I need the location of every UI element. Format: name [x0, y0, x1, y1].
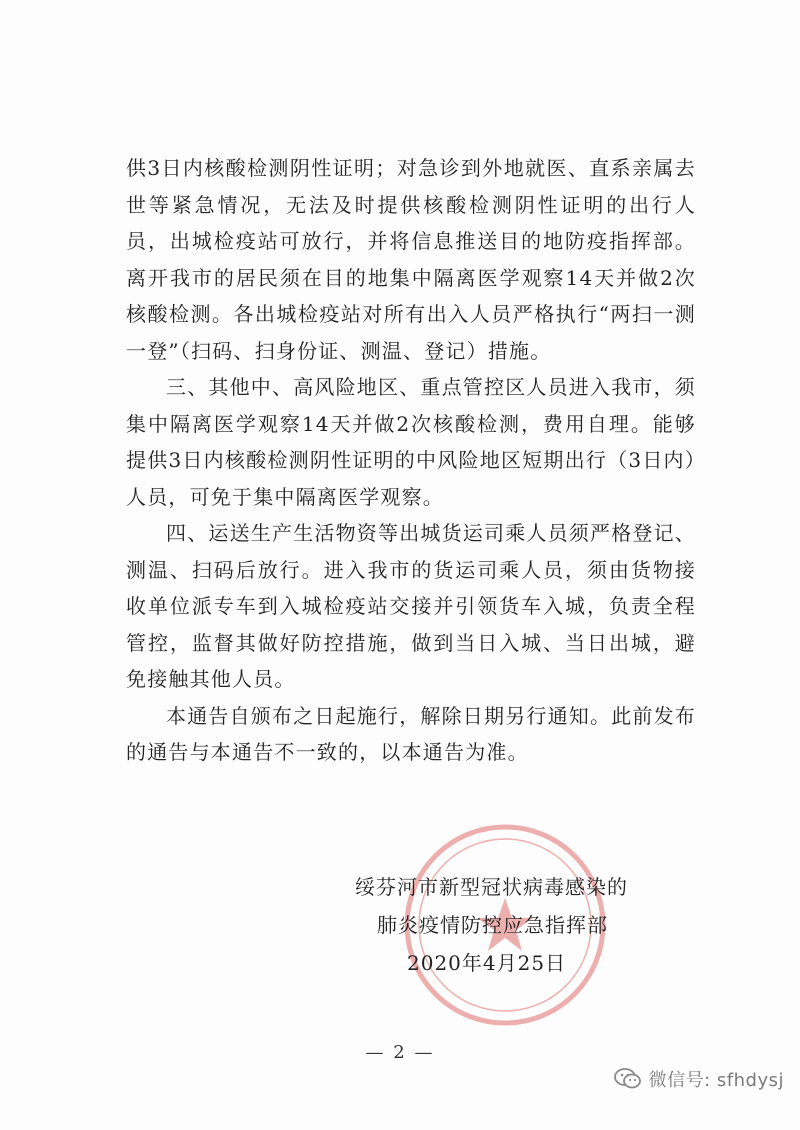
- paragraph-3: 四、运送生产生活物资等出城货运司乘人员须严格登记、测温、扫码后放行。进入我市的货运司乘人员，须由货物接收单位派专车到入城检疫站交接并引领货车入城，负责全程管控，监督其做好防控措施，做到当日入城、当日出城，避免接触其他人员。: [126, 521, 696, 691]
- signature-date: 2020年4月25日: [407, 951, 567, 975]
- watermark-text: 微信号: sfhdysj: [648, 1070, 784, 1091]
- wechat-icon: [613, 1066, 643, 1092]
- signature-organization-line1: 绥芬河市新型冠状病毒感染的: [355, 875, 628, 899]
- signature-block: [355, 868, 655, 982]
- paragraph-1: 供3日内核酸检测阴性证明；对急诊到外地就医、直系亲属去世等紧急情况，无法及时提供核酸检测阴性证明的出行人员，出城检疫站可放行，并将信息推送目的地防疫指挥部。离开我市的居民须在目的地集中隔离医学观察14天并做2次核酸检测。各出城检疫站对所有出入人员严格执行“两扫一测一登”（扫码、扫身份证、测温、登记）措施。: [126, 156, 696, 363]
- signature-organization-line2: 肺炎疫情防控应急指挥部: [377, 913, 608, 937]
- page-number: — 2 —: [365, 1042, 435, 1063]
- wechat-watermark: [613, 1066, 784, 1092]
- paragraph-4: 本通告自颁布之日起施行，解除日期另行通知。此前发布的通告与本通告不一致的，以本通告为准。: [126, 703, 696, 764]
- document-body: [126, 150, 696, 771]
- paragraph-2: 三、其他中、高风险地区、重点管控区人员进入我市，须集中隔离医学观察14天并做2次核酸检测，费用自理。能够提供3日内核酸检测阴性证明的中风险地区短期出行（3日内）人员，可免于集中隔离医学观察。: [126, 375, 696, 509]
